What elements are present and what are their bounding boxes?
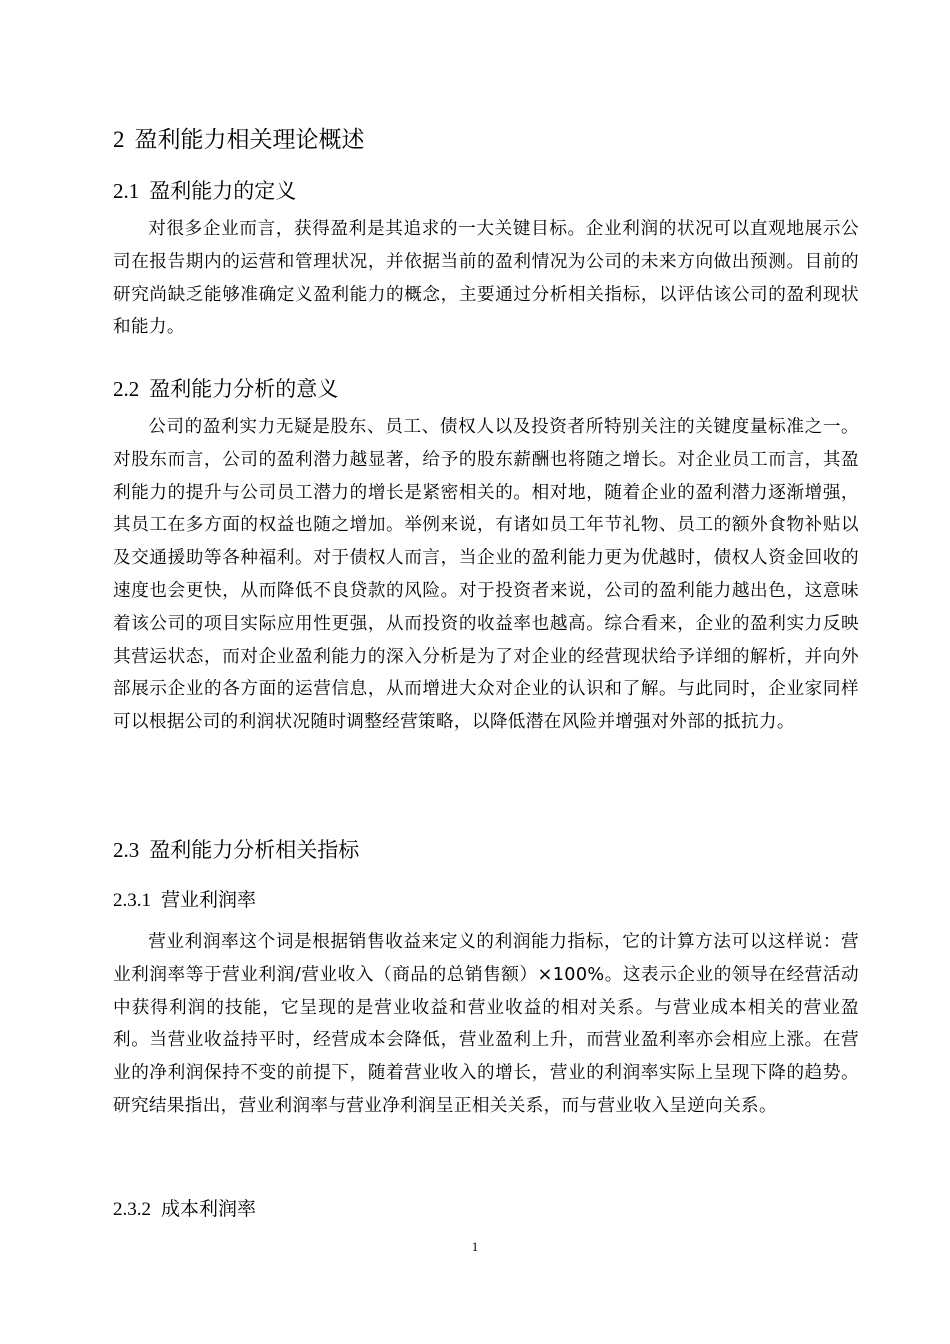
section-number: 2.3 xyxy=(113,838,140,862)
section-number: 2.1 xyxy=(113,179,140,203)
paragraph-profitability-significance: 公司的盈利实力无疑是股东、员工、债权人以及投资者所特别关注的关键度量标准之一。对股东而言，公司的盈利潜力越显著，给予的股东薪酬也将随之增长。对企业员工而言，其盈利能力的提升与公司员工潜力的增长是紧密相关的。相对地，随着企业的盈利潜力逐渐增强，其员工在多方面的权益也随之增加。举例来说，有诸如员工年节礼物、员工的额外食物补贴以及交通援助等各种福利。对于债权人而言，当企业的盈利能力更为优越时，债权人资金回收的速度也会更快，从而降低不良贷款的风险。对于投资者来说，公司的盈利能力越出色，这意味着该公司的项目实际应用性更强，从而投资的收益率也越高。综合看来，企业的盈利实力反映其营运状态，而对企业盈利能力的深入分析是为了对企业的经营现状给予详细的解析，并向外部展示企业的各方面的运营信息，从而增进大众对企业的认识和了解。与此同时，企业家同样可以根据公司的利润状况随时调整经营策略，以降低潜在风险并增强对外部的抵抗力。 xyxy=(113,417,859,733)
section-heading-2-1 xyxy=(113,175,296,205)
section-title: 盈利能力分析相关指标 xyxy=(149,838,360,862)
section-number: 2.2 xyxy=(113,377,140,401)
subsection-number: 2.3.2 xyxy=(113,1199,151,1220)
chapter-number: 2 xyxy=(113,127,125,152)
section-heading-2-2 xyxy=(113,373,338,403)
chapter-heading xyxy=(113,121,365,154)
section-heading-2-3 xyxy=(113,834,359,864)
section-title: 盈利能力的定义 xyxy=(149,179,297,203)
subsection-heading-2-3-1 xyxy=(113,885,256,912)
section-title: 盈利能力分析的意义 xyxy=(149,377,339,401)
page-number: 1 xyxy=(471,1239,479,1254)
subsection-number: 2.3.1 xyxy=(113,890,151,911)
chapter-title: 盈利能力相关理论概述 xyxy=(134,127,365,153)
paragraph-profitability-definition: 对很多企业而言，获得盈利是其追求的一大关键目标。企业利润的状况可以直观地展示公司在报告期内的运营和管理状况，并依据当前的盈利情况为公司的未来方向做出预测。目前的研究尚缺乏能够准确定义盈利能力的概念，主要通过分析相关指标，以评估该公司的盈利现状和能力。 xyxy=(113,219,859,338)
subsection-title: 营业利润率 xyxy=(161,889,257,911)
subsection-title: 成本利润率 xyxy=(161,1198,257,1220)
subsection-heading-2-3-2 xyxy=(113,1194,256,1221)
paragraph-operating-profit-margin: 营业利润率这个词是根据销售收益来定义的利润能力指标，它的计算方法可以这样说：营业利润率等于营业利润/营业收入（商品的总销售额）×100%。这表示企业的领导在经营活动中获得利润的技能，它呈现的是营业收益和营业收益的相对关系。与营业成本相关的营业盈利。当营业收益持平时，经营成本会降低，营业盈利上升，而营业盈利率亦会相应上涨。在营业的净利润保持不变的前提下，随着营业收入的增长，营业的利润率实际上呈现下降的趋势。研究结果指出，营业利润率与营业净利润呈正相关关系，而与营业收入呈逆向关系。 xyxy=(113,932,859,1116)
